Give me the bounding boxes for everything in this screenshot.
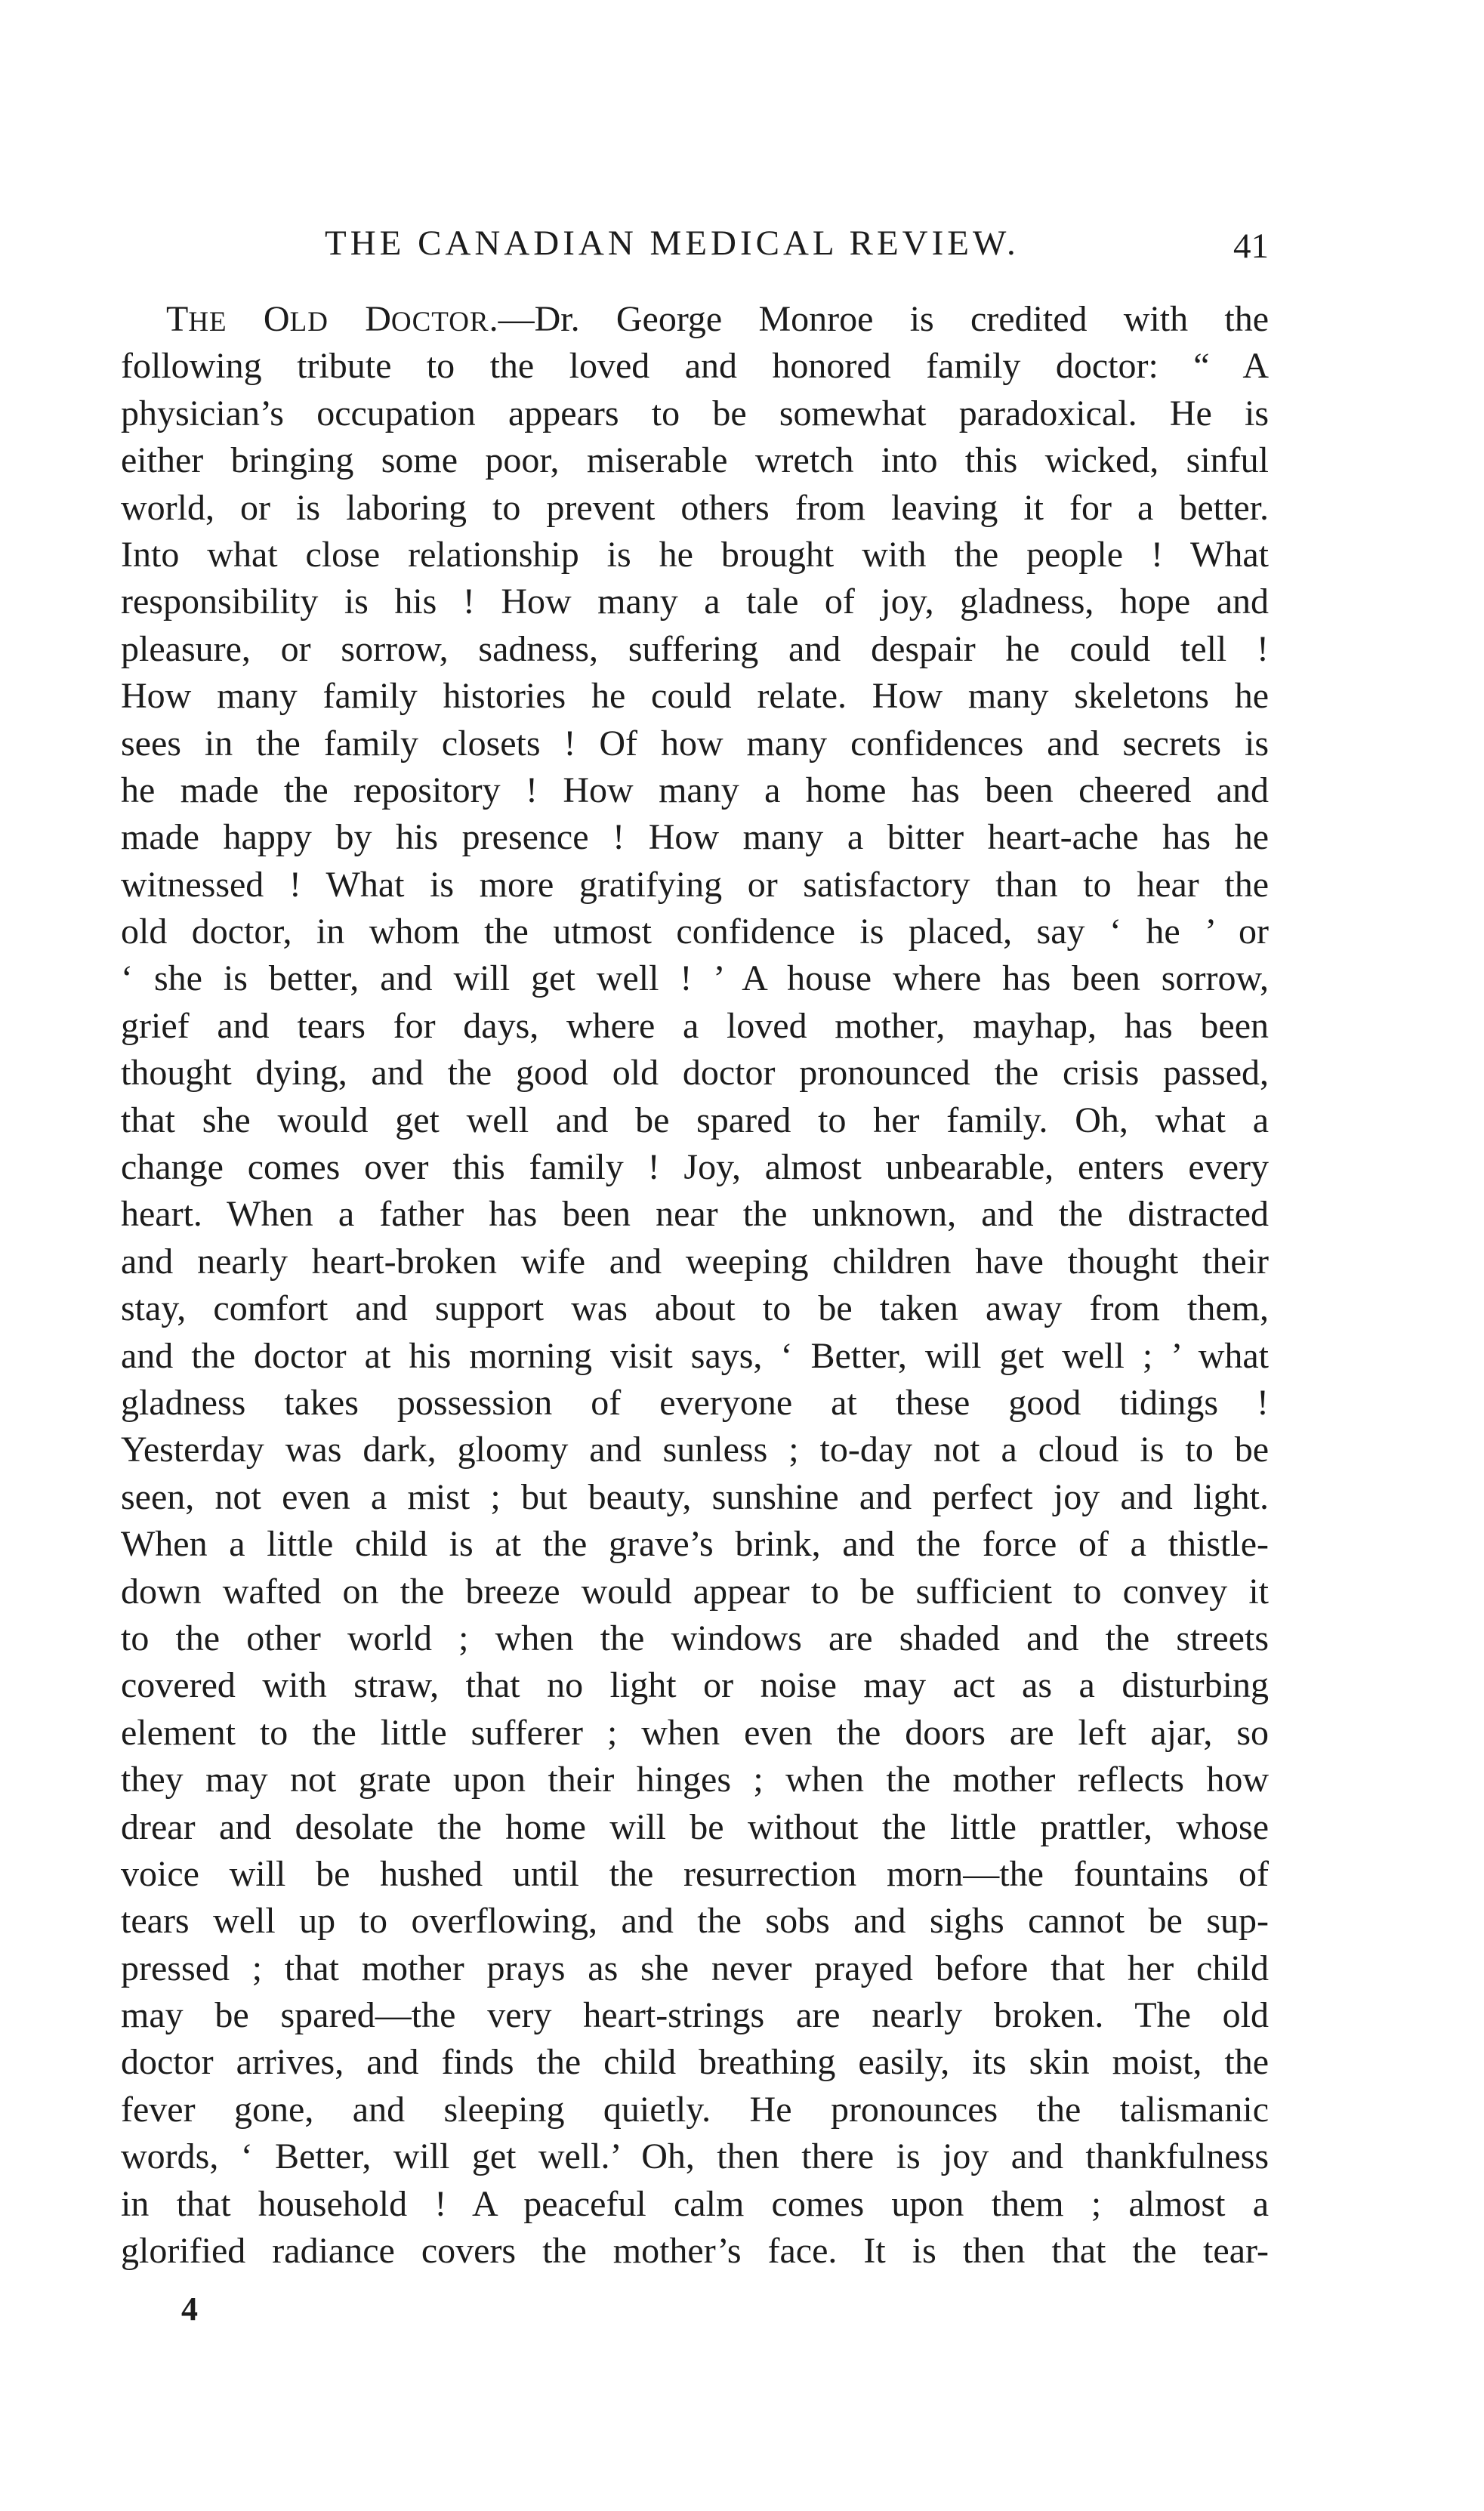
article-line: down wafted on the breeze would appear to be sufficient to convey it: [121, 1571, 1269, 1612]
article-line: world, or is laboring to prevent others from leaving it for a better.: [121, 487, 1269, 528]
article-line: How many family histories he could relate. How many skeletons he: [121, 676, 1269, 717]
article-line: [121, 296, 1269, 343]
article-line: that she would get well and be spared to her family. Oh, what a: [121, 1100, 1269, 1140]
article-line: Yesterday was dark, gloomy and sunless ; to-day not a cloud is to be: [121, 1430, 1269, 1470]
article-line: tears well up to overflowing, and the sobs and sighs cannot be sup-: [121, 1901, 1269, 1942]
article-line: to the other world ; when the windows are shaded and the streets: [121, 1618, 1269, 1658]
article-line: old doctor, in whom the utmost confidence is placed, say ‘ he ’ or: [121, 912, 1269, 952]
article-line: they may not grate upon their hinges ; when the mother reflects how: [121, 1760, 1269, 1800]
article-line: in that household ! A peaceful calm comes upon them ; almost a: [121, 2183, 1269, 2224]
heading-small-caps: HE: [188, 307, 227, 338]
page-number: 41: [1233, 227, 1269, 266]
article-line: grief and tears for days, where a loved mother, mayhap, has been: [121, 1005, 1269, 1046]
article-line: following tribute to the loved and honored family doctor: “ A: [121, 346, 1269, 387]
article-line: drear and desolate the home will be without the little prattler, whose: [121, 1806, 1269, 1847]
article-line: When a little child is at the grave’s brink, and the force of a thistle-: [121, 1524, 1269, 1565]
article-line: and nearly heart-broken wife and weeping children have thought their: [121, 1241, 1269, 1282]
running-header: [121, 221, 1269, 266]
article-line: voice will be hushed until the resurrection morn—the fountains of: [121, 1853, 1269, 1894]
journal-title: THE CANADIAN MEDICAL REVIEW.: [325, 224, 1020, 263]
article-line: seen, not even a mist ; but beauty, sunshine and perfect joy and light.: [121, 1476, 1269, 1517]
article-line: physician’s occupation appears to be somewhat paradoxical. He is: [121, 393, 1269, 433]
heading-initial: O: [263, 299, 290, 339]
article-line: sees in the family closets ! Of how many confidences and secrets is: [121, 723, 1269, 763]
article-line: pleasure, or sorrow, sadness, suffering and despair he could tell !: [121, 628, 1269, 669]
article-line: words, ‘ Better, will get well.’ Oh, then there is joy and thankfulness: [121, 2136, 1269, 2177]
article-line: either bringing some poor, miserable wretch into this wicked, sinful: [121, 440, 1269, 481]
article-body: [121, 296, 1269, 2275]
article-line: element to the little sufferer ; when even the doors are left ajar, so: [121, 1712, 1269, 1753]
article-line: witnessed ! What is more gratifying or satisfactory than to hear the: [121, 864, 1269, 905]
article-line: gladness takes possession of everyone at these good tidings !: [121, 1382, 1269, 1423]
article-line: covered with straw, that no light or noise may act as a disturbing: [121, 1665, 1269, 1706]
article-line: doctor arrives, and finds the child breathing easily, its skin moist, the: [121, 2042, 1269, 2083]
heading-initial: D: [365, 299, 391, 339]
article-line: glorified radiance covers the mother’s face. It is then that the tear-: [121, 2231, 1269, 2272]
article-line: stay, comfort and support was about to be taken away from them,: [121, 1288, 1269, 1329]
article-line: ‘ she is better, and will get well ! ’ A house where has been sorrow,: [121, 958, 1269, 999]
heading-small-caps: LD: [289, 307, 329, 338]
article-line: responsibility is his ! How many a tale of joy, gladness, hope and: [121, 581, 1269, 622]
article-line: change comes over this family ! Joy, almost unbearable, enters every: [121, 1147, 1269, 1188]
article-line: made happy by his presence ! How many a bitter heart-ache has he: [121, 817, 1269, 858]
heading-initial: T: [166, 299, 189, 339]
article-line: he made the repository ! How many a home has been cheered and: [121, 770, 1269, 810]
article-line: pressed ; that mother prays as she never prayed before that her child: [121, 1948, 1269, 1988]
article-line: heart. When a father has been near the unknown, and the distracted: [121, 1194, 1269, 1235]
article-line: thought dying, and the good old doctor pronounced the crisis passed,: [121, 1053, 1269, 1094]
article-line: and the doctor at his morning visit says, ‘ Better, will get well ; ’ what: [121, 1335, 1269, 1376]
first-line-text: .—Dr. George Monroe is credited with the: [489, 299, 1270, 339]
article-line: fever gone, and sleeping quietly. He pronounces the talismanic: [121, 2089, 1269, 2130]
article-line: may be spared—the very heart-strings are nearly broken. The old: [121, 1995, 1269, 2036]
article-line: Into what close relationship is he brought with the people ! What: [121, 534, 1269, 575]
heading-small-caps: OCTOR: [390, 307, 489, 338]
signature-mark: 4: [181, 2290, 198, 2327]
